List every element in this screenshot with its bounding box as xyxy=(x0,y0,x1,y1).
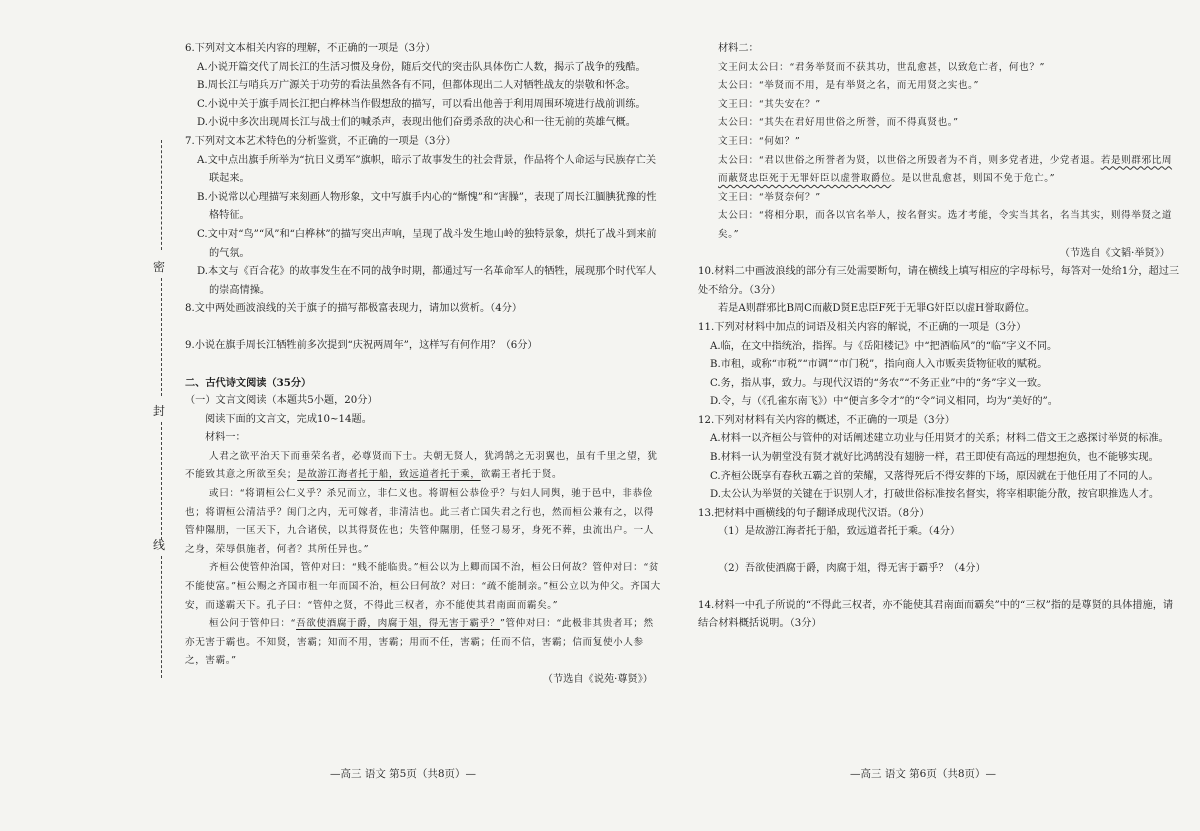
material-2-line-2: 太公曰：“举贤而不用，是有举贤之名，而无用贤之实也。” xyxy=(718,80,980,92)
question-6-option-c: C.小说中关于旗手周长江把白桦林当作假想敌的描写，可以看出他善于利用周围环境进行战前训练。 xyxy=(197,98,646,110)
binding-char-feng: 封 xyxy=(153,404,166,418)
material-1-paragraph-1: 人君之欲平治天下而垂荣名者，必尊贤而下士。夫朝无贤人，犹鸿鹄之无羽翼也，虽有千里之望，犹不能致其意之所欲至矣；是故游江海者托于船，致远道者托于乘，欲霸王者托于贤。 xyxy=(185,450,658,481)
question-11-option-d: D.令，与（《孔雀东南飞》）中“便言多令才”的“令”词义相同，均为“美好的”。 xyxy=(710,396,1058,408)
question-14: 14.材料一中孔子所说的“不得此三权者，亦不能使其君南面而霸矣”中的“三权”指的是尊贤的具体措施，请结合材料概括说明。（3分） xyxy=(698,599,1174,630)
reading-instruction: 阅读下面的文言文，完成10~14题。 xyxy=(205,413,372,425)
source-citation-2: （节选自《文韬·举贤》） xyxy=(1059,247,1170,259)
question-11-option-a: A.临，在文中指统治，指挥。与《岳阳楼记》中“把酒临风”的“临”字义不同。 xyxy=(710,340,1058,352)
underlined-sentence-1: 是故游江海者托于船，致远道者托于乘， xyxy=(297,469,481,481)
material-2-line-3: 文王曰：“其失安在？” xyxy=(718,98,821,110)
binding-dash-line xyxy=(161,278,162,396)
page-6-footer: —高三 语文 第6页（共8页）— xyxy=(850,768,997,780)
page-5-footer: —高三 语文 第5页（共8页）— xyxy=(330,768,477,780)
question-7-option-d: D.本文与《百合花》的故事发生在不同的战争时期，都通过写一名革命军人的牺牲，展现那个时代军人的崇高情操。 xyxy=(197,266,657,296)
question-7-option-b: B.小说常以心理描写来刻画人物形象，文中写旗手内心的“惭愧”和“害臊”，表现了周长江腼腆犹豫的性格特征。 xyxy=(197,191,657,222)
material-2-line-7: 文王曰：“举贤奈何？” xyxy=(718,191,821,203)
material-1-paragraph-3: 齐桓公使管仲治国，管仲对曰：“贱不能临贵。”桓公以为上卿而国不治，桓公曰何故？管仲对曰：“贫不能使富。”桓公赐之齐国市租一年而国不治，桓公曰何故？对曰：“疏不能制亲。”桓公立以为仲父。齐国大安，而遂霸天下。孔子曰：“管仲之贤，不得此三权者，亦不能使其君南面而霸矣。” xyxy=(185,562,661,611)
question-10: 10.材料二中画波浪线的部分有三处需要断句，请在横线上填写相应的字母标号，每答对一处给1分，超过三处不给分。（3分） xyxy=(698,266,1180,296)
question-9: 9.小说在旗手周长江牺牲前多次提到“庆祝两周年”，这样写有何作用？（6分） xyxy=(185,339,538,351)
material-1-paragraph-2: 或曰：“将谓桓公仁义乎？杀兄而立，非仁义也。将谓桓公恭俭乎？与妇人同舆，驰于邑中，非恭俭也；将谓桓公清洁乎？闺门之内，无可嫁者，非清洁也。此三者亡国失君之行也，然而桓公兼有之，以得管仲隰朋，一匡天下，九合诸侯，以其得贤佐也；失管仲隰朋，任竖刁易牙，身死不葬，虫流出户。一人之身，荣辱俱施者，何者？其所任异也。” xyxy=(185,488,654,555)
material-2-line-8: 太公曰：“将相分职，而各以官名举人，按名督实。选才考能，令实当其名，名当其实，则得举贤之道矣。” xyxy=(718,210,1173,240)
material-2-label: 材料二： xyxy=(718,43,759,54)
underlined-sentence-2: 吾欲使酒腐于爵，肉腐于俎，得无害于霸乎？ xyxy=(296,618,500,630)
binding-dash-line xyxy=(161,140,162,250)
subsection-1-heading: （一）文言文阅读（本题共5小题，20分） xyxy=(185,395,378,407)
question-11-option-b: B.市租，或称“市税”“市调”“市门税”，指向商人入市贩卖货物征收的赋税。 xyxy=(710,359,1048,371)
question-12-option-c: C.齐桓公既享有春秋五霸之首的荣耀，又落得死后不得安葬的下场，原因就在于他任用了不同的人。 xyxy=(710,470,1159,482)
question-8: 8.文中两处画波浪线的关于旗子的描写都极富表现力，请加以赏析。（4分） xyxy=(185,303,523,315)
question-11-option-c: C.务，指从事，致力。与现代汉语的“务农”“不务正业”中的“务”字义一致。 xyxy=(710,377,1048,389)
question-7: 7.下列对文本艺术特色的分析鉴赏，不正确的一项是（3分） xyxy=(185,135,456,147)
question-6-option-a: A.小说开篇交代了周长江的生活习惯及身份，随后交代的突击队具体伤亡人数，揭示了战争的残酷。 xyxy=(197,61,646,73)
section-2-heading: 二、古代诗文阅读（35分） xyxy=(185,376,312,389)
question-12: 12.下列对材料有关内容的概述，不正确的一项是（3分） xyxy=(698,414,955,426)
material-2-line-4: 太公曰：“其失在君好用世俗之所誉，而不得真贤也。” xyxy=(718,117,959,129)
question-7-option-a: A.文中点出旗手所举为“抗日义勇军”旗帜，暗示了故事发生的社会背景，作品将个人命运与民族存亡关联起来。 xyxy=(197,154,657,185)
binding-char-xian: 线 xyxy=(153,538,166,552)
page-5-column xyxy=(185,40,663,690)
source-citation-1: （节选自《说苑·尊贤》） xyxy=(542,674,653,685)
page-6-column xyxy=(698,40,1180,634)
question-13-part-2: （2）吾欲使酒腐于爵，肉腐于俎，得无害于霸乎？（4分） xyxy=(718,563,986,575)
question-6-option-d: D.小说中多次出现周长江与战士们的喊杀声，表现出他们奋勇杀敌的决心和一往无前的英雄气概。 xyxy=(197,117,636,129)
question-12-option-b: B.材料一认为朝堂没有贤才就好比鸿鹄没有翅膀一样，君王即使有高远的理想抱负，也不能够实现。 xyxy=(710,452,1159,464)
material-2-line-1: 文王问太公曰：“君务举贤而不获其功，世乱愈甚，以致危亡者，何也？” xyxy=(718,61,1046,73)
material-2-line-6: 太公曰：“君以世俗之所誉者为贤，以世俗之所毁者为不肖，则多党者进，少党者退。若是则群邪比周而蔽贤忠臣死于无罪奸臣以虚誉取爵位。是以世乱愈甚，则国不免于危亡。” xyxy=(718,154,1173,185)
question-11: 11.下列对材料中加点的词语及相关内容的解说，不正确的一项是（3分） xyxy=(698,321,1027,333)
question-7-option-c: C.文中对“鸟”“风”和“白桦林”的描写突出声响，呈现了战斗发生地山岭的独特景象，烘托了战斗到来前的气氛。 xyxy=(197,228,657,259)
material-2-line-5: 文王曰：“何如？” xyxy=(718,135,801,147)
question-13-part-1: （1）是故游江海者托于船，致远道者托于乘。（4分） xyxy=(718,526,961,538)
question-6-option-b: B.周长江与哨兵万广源关于功劳的看法虽然各有不同，但都体现出二人对牺牲战友的崇敬和怀念。 xyxy=(197,80,636,92)
binding-dash-line xyxy=(161,422,162,540)
question-10-text: 若是A则群邪比B周C而蔽D贤E忠臣F死于无罪G奸臣以虚H誉取爵位。 xyxy=(718,303,1036,315)
question-13: 13.把材料中画横线的句子翻译成现代汉语。（8分） xyxy=(698,507,930,519)
binding-char-mi: 密 xyxy=(153,260,166,274)
question-12-option-a: A.材料一以齐桓公与管仲的对话阐述建立功业与任用贤才的关系；材料二借文王之惑探讨举贤的标准。 xyxy=(710,433,1169,445)
material-1-label: 材料一： xyxy=(205,432,246,444)
binding-margin xyxy=(147,140,177,700)
binding-dash-line xyxy=(161,556,162,678)
wavy-underlined-passage: 若是则群邪比周而蔽贤忠臣死于无罪奸臣以虚誉取爵位 xyxy=(718,154,1173,185)
question-6: 6.下列对文本相关内容的理解，不正确的一项是（3分） xyxy=(185,43,436,54)
question-12-option-d: D.太公认为举贤的关键在于识别人才，打破世俗标准按名督实，将宰相职能分散，按官职推选人才。 xyxy=(710,489,1160,501)
material-1-paragraph-4: 桓公问于管仲曰：“吾欲使酒腐于爵，肉腐于俎，得无害于霸乎？”管仲对曰：“此极非其贵者耳；然亦无害于霸也。不知贤，害霸；知而不用，害霸；用而不任，害霸；任而不信，害霸；信而复使小人参之，害霸。” xyxy=(185,618,654,667)
